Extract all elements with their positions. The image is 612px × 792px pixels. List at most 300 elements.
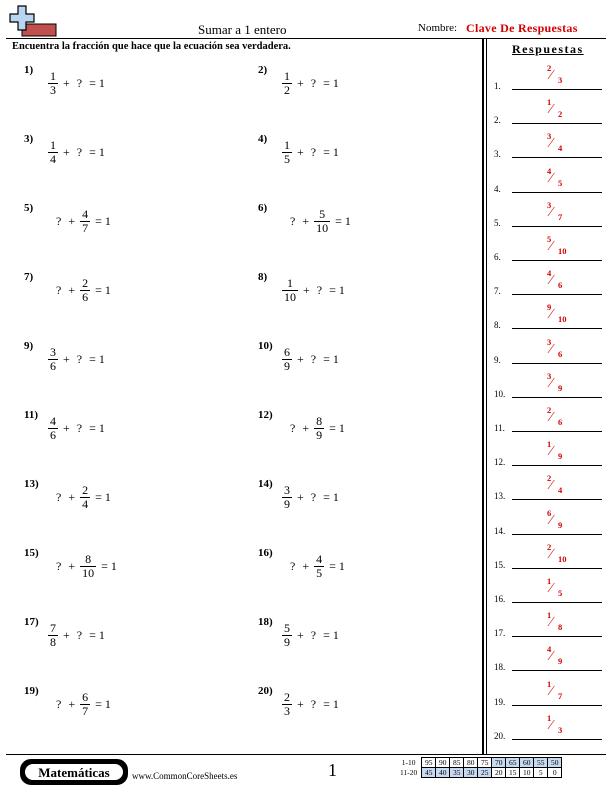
equation [52, 547, 120, 585]
score-cell: 80 [464, 758, 478, 768]
score-cell: 40 [436, 768, 450, 778]
plus-sign: + [63, 351, 70, 366]
equals-one: = 1 [89, 627, 105, 642]
answer-number: 7. [494, 286, 501, 297]
equation [46, 64, 108, 102]
answer-denominator: 4 [558, 143, 563, 154]
answer-number: 8. [494, 320, 501, 331]
plus-sign: + [297, 696, 304, 711]
score-cell: 85 [450, 758, 464, 768]
answer-numerator: 3 [547, 336, 552, 347]
answer-row [494, 405, 606, 435]
plus-sign: + [68, 489, 76, 504]
fraction-denominator: 8 [50, 634, 56, 649]
answer-numerator: 3 [547, 199, 552, 210]
answer-denominator: 3 [558, 75, 563, 85]
known-fraction [282, 484, 292, 511]
equals-one: = 1 [101, 558, 117, 573]
answer-line [512, 534, 602, 535]
fraction-numerator: 1 [50, 137, 56, 152]
fraction-denominator: 9 [284, 358, 290, 373]
problem [24, 133, 234, 173]
plus-sign: + [68, 696, 76, 711]
equals-one: = 1 [323, 75, 339, 90]
known-fraction [48, 346, 58, 373]
known-fraction [80, 553, 96, 580]
fraction-denominator: 5 [284, 151, 290, 166]
fraction-numerator: 6 [82, 689, 89, 704]
fraction-numerator: 1 [287, 275, 293, 290]
score-cell: 20 [492, 768, 506, 778]
problem-number: 19) [24, 685, 39, 697]
score-cell: 60 [520, 758, 534, 768]
known-fraction [48, 139, 58, 166]
equals-one: = 1 [89, 144, 105, 159]
unknown-placeholder: ? [310, 144, 317, 159]
unknown-placeholder: ? [76, 75, 83, 90]
answer-numerator: 1 [547, 439, 552, 450]
equals-one: = 1 [329, 420, 345, 435]
answer-number: 15. [494, 559, 506, 570]
answer-line [512, 499, 602, 500]
problem-number: 8) [258, 271, 268, 283]
answer-numerator: 3 [547, 370, 552, 381]
problem-number: 3) [24, 133, 34, 145]
answer-numerator: 1 [547, 678, 552, 689]
fraction-denominator: 9 [284, 634, 290, 649]
fraction-slash: ∕ [550, 204, 553, 220]
answer-denominator: 6 [558, 417, 563, 427]
equals-one: = 1 [95, 282, 111, 297]
answer-fraction [544, 199, 574, 225]
fraction-slash: ∕ [550, 512, 553, 528]
name-value: Clave De Respuestas [466, 21, 578, 35]
unknown-placeholder: ? [290, 213, 296, 228]
answer-fraction [544, 165, 574, 191]
answer-fraction [544, 96, 574, 122]
fraction-slash: ∕ [550, 170, 553, 186]
fraction-denominator: 10 [82, 565, 95, 580]
known-fraction [80, 277, 90, 304]
answer-number: 20. [494, 730, 506, 741]
fraction-numerator: 1 [50, 68, 56, 83]
known-fraction [282, 691, 292, 718]
answer-fraction [544, 301, 574, 327]
known-fraction [282, 346, 292, 373]
answer-numerator: 1 [547, 576, 552, 586]
unknown-placeholder: ? [316, 282, 323, 297]
answer-number: 6. [494, 252, 501, 262]
answer-numerator: 4 [547, 268, 552, 279]
equals-one: = 1 [323, 144, 339, 159]
score-row [398, 758, 562, 768]
problem-number: 1) [24, 64, 34, 76]
unknown-placeholder: ? [76, 351, 83, 366]
fraction-numerator: 1 [284, 68, 290, 83]
answer-number: 14. [494, 525, 506, 536]
answer-numerator: 1 [547, 610, 552, 621]
fraction-slash: ∕ [550, 546, 553, 562]
answers-title: Respuestas [512, 42, 584, 56]
answer-fraction [544, 62, 574, 88]
problem [258, 271, 468, 311]
unknown-placeholder: ? [56, 489, 62, 504]
answer-denominator: 5 [558, 588, 563, 598]
problem [258, 547, 468, 587]
plus-sign: + [63, 627, 70, 642]
answer-column-divider [482, 38, 484, 754]
brand-badge [20, 759, 128, 785]
problem [258, 340, 468, 380]
answer-row [494, 131, 606, 161]
problem-number: 16) [258, 547, 273, 559]
score-row [398, 768, 562, 778]
fraction-numerator: 6 [284, 344, 290, 359]
answer-row [494, 97, 606, 127]
score-cell: 0 [548, 768, 562, 778]
problem [258, 64, 468, 104]
fraction-slash: ∕ [550, 683, 553, 699]
fraction-slash: ∕ [550, 136, 553, 152]
answer-number: 5. [494, 217, 501, 228]
answer-denominator: 4 [558, 485, 563, 496]
problem-number: 18) [258, 616, 273, 628]
score-cell: 75 [478, 758, 492, 768]
answer-line [512, 260, 602, 261]
score-cell: 70 [492, 758, 506, 768]
fraction-numerator: 2 [82, 482, 89, 497]
problem [258, 133, 468, 173]
fraction-slash: ∕ [550, 410, 553, 425]
answer-line [512, 705, 602, 706]
plus-sign: + [302, 558, 310, 573]
answer-denominator: 6 [558, 280, 563, 291]
fraction-numerator: 4 [316, 551, 323, 566]
fraction-slash: ∕ [550, 239, 553, 254]
score-cell: 45 [422, 768, 436, 778]
answer-number: 13. [494, 491, 506, 502]
fraction-slash: ∕ [550, 273, 553, 289]
answer-denominator: 8 [558, 622, 563, 633]
equals-one: = 1 [95, 489, 111, 504]
answer-line [512, 226, 602, 227]
answer-denominator: 3 [558, 724, 563, 735]
plus-sign: + [63, 420, 70, 435]
answer-line [512, 363, 602, 364]
fraction-denominator: 4 [50, 151, 56, 166]
problem [258, 409, 468, 449]
problem-number: 4) [258, 133, 268, 145]
equals-one: = 1 [89, 351, 105, 366]
answer-row [494, 610, 606, 640]
equals-one: = 1 [329, 282, 345, 297]
answer-column-divider-inner [486, 38, 487, 754]
problem [258, 685, 468, 725]
answer-denominator: 5 [558, 177, 563, 188]
known-fraction [282, 70, 292, 97]
fraction-slash: ∕ [550, 581, 553, 596]
answer-number: 2. [494, 115, 501, 126]
known-fraction [314, 415, 324, 442]
answer-line [512, 294, 602, 295]
equation [46, 409, 108, 447]
fraction-slash: ∕ [550, 307, 553, 323]
equation [52, 202, 114, 240]
equation [280, 340, 342, 378]
answer-row [494, 679, 606, 709]
answer-denominator: 10 [558, 553, 567, 564]
equation [286, 547, 348, 585]
equation [52, 478, 114, 516]
answer-line [512, 636, 602, 637]
unknown-placeholder: ? [76, 627, 83, 642]
answer-denominator: 9 [558, 656, 563, 667]
answer-denominator: 9 [558, 451, 563, 462]
fraction-slash: ∕ [550, 102, 553, 118]
problem [24, 478, 234, 518]
answer-fraction [544, 678, 574, 704]
equation [280, 478, 342, 516]
problem-number: 11) [24, 409, 39, 421]
fraction-numerator: 5 [284, 620, 290, 635]
unknown-placeholder: ? [56, 696, 62, 711]
page-number: 1 [328, 760, 337, 780]
answer-denominator: 2 [558, 109, 563, 120]
unknown-placeholder: ? [310, 489, 317, 504]
answer-numerator: 1 [547, 97, 552, 108]
equation [52, 685, 114, 723]
plus-sign: + [63, 75, 70, 90]
unknown-placeholder: ? [56, 558, 62, 573]
answer-row [494, 439, 606, 469]
equation [280, 616, 342, 654]
footer-rule [6, 754, 606, 755]
fraction-denominator: 10 [284, 289, 296, 304]
worksheet-title: Sumar a 1 entero [198, 22, 287, 37]
known-fraction [48, 415, 58, 442]
plus-sign: + [68, 558, 76, 573]
answer-number: 1. [494, 81, 501, 91]
answer-row [494, 473, 606, 503]
equals-one: = 1 [89, 75, 105, 90]
plus-logo-icon [8, 4, 58, 38]
problem [24, 685, 234, 725]
answer-row [494, 644, 606, 674]
fraction-denominator: 3 [50, 82, 56, 97]
answer-denominator: 7 [558, 211, 563, 222]
problem [258, 202, 468, 242]
problem [24, 616, 234, 656]
score-range-label: 1-10 [401, 758, 416, 767]
answer-row [494, 713, 606, 743]
score-cell: 35 [450, 768, 464, 778]
fraction-numerator: 4 [82, 206, 89, 221]
answer-line [512, 192, 602, 193]
answer-row [494, 63, 606, 93]
problem [24, 340, 234, 380]
fraction-denominator: 6 [50, 358, 56, 373]
plus-sign: + [297, 489, 304, 504]
answer-fraction [544, 404, 574, 430]
answer-numerator: 2 [547, 63, 552, 73]
answer-row [494, 200, 606, 230]
score-range-label: 11-20 [400, 768, 418, 777]
answer-line [512, 602, 602, 603]
answer-row [494, 166, 606, 196]
plus-sign: + [63, 144, 70, 159]
fraction-numerator: 2 [284, 689, 290, 704]
fraction-slash: ∕ [550, 341, 553, 357]
known-fraction [80, 691, 90, 718]
plus-sign: + [68, 282, 76, 297]
plus-sign: + [302, 420, 310, 435]
answer-line [512, 89, 602, 90]
fraction-denominator: 7 [82, 220, 89, 235]
score-cell: 30 [464, 768, 478, 778]
score-table [398, 757, 562, 778]
unknown-placeholder: ? [290, 558, 296, 573]
answer-line [512, 465, 602, 466]
problem-number: 14) [258, 478, 273, 490]
known-fraction [48, 70, 58, 97]
known-fraction [48, 622, 58, 649]
unknown-placeholder: ? [310, 75, 317, 90]
answer-number: 17. [494, 628, 506, 639]
answer-row [494, 234, 606, 264]
answer-line [512, 328, 602, 329]
score-cell: 95 [422, 758, 436, 768]
equation [52, 271, 114, 309]
plus-sign: + [297, 627, 304, 642]
fraction-denominator: 4 [82, 496, 89, 511]
fraction-numerator: 4 [50, 413, 56, 428]
fraction-denominator: 9 [316, 427, 323, 442]
header-rule [6, 38, 606, 39]
fraction-denominator: 7 [82, 703, 89, 718]
equation [280, 64, 342, 102]
problem-number: 5) [24, 202, 34, 214]
answer-denominator: 6 [558, 348, 563, 359]
equals-one: = 1 [95, 696, 111, 711]
equation [46, 133, 108, 171]
unknown-placeholder: ? [310, 696, 317, 711]
known-fraction [314, 553, 324, 580]
fraction-numerator: 3 [50, 344, 56, 359]
answer-number: 3. [494, 149, 501, 160]
answer-line [512, 431, 602, 432]
plus-sign: + [297, 75, 304, 90]
answer-fraction [544, 575, 574, 601]
answer-row [494, 337, 606, 367]
problem-number: 17) [24, 616, 39, 628]
fraction-slash: ∕ [550, 717, 553, 733]
answer-fraction [544, 609, 574, 635]
brand-label: Matemáticas [24, 763, 124, 781]
answer-number: 9. [494, 354, 501, 365]
fraction-slash: ∕ [550, 444, 553, 460]
answer-fraction [544, 541, 574, 567]
plus-sign: + [297, 144, 304, 159]
known-fraction [314, 208, 330, 235]
answer-fraction [544, 472, 574, 498]
answer-line [512, 670, 602, 671]
answer-numerator: 2 [547, 405, 552, 415]
answer-number: 18. [494, 662, 506, 673]
answer-fraction [544, 267, 574, 293]
problem-number: 13) [24, 478, 39, 490]
problem [258, 478, 468, 518]
answer-denominator: 10 [558, 246, 567, 256]
fraction-numerator: 8 [85, 551, 92, 566]
answer-denominator: 7 [558, 690, 563, 701]
answer-numerator: 3 [547, 131, 552, 142]
equation [286, 202, 354, 240]
problem [24, 64, 234, 104]
fraction-denominator: 5 [316, 565, 323, 580]
equation [280, 133, 342, 171]
website-link[interactable]: www.CommonCoreSheets.es [132, 771, 238, 781]
fraction-slash: ∕ [550, 615, 553, 631]
problem-number: 10) [258, 340, 273, 352]
answer-number: 4. [494, 183, 501, 194]
problem [24, 547, 234, 587]
fraction-numerator: 5 [319, 206, 326, 221]
answer-row [494, 302, 606, 332]
answer-row [494, 576, 606, 606]
problem [258, 616, 468, 656]
score-cell: 50 [548, 758, 562, 768]
fraction-slash: ∕ [550, 375, 553, 391]
unknown-placeholder: ? [310, 627, 317, 642]
fraction-denominator: 9 [284, 496, 290, 511]
problem [24, 409, 234, 449]
score-cell: 10 [520, 768, 534, 778]
known-fraction [282, 139, 292, 166]
answer-line [512, 568, 602, 569]
answer-fraction [544, 130, 574, 156]
answer-denominator: 9 [558, 519, 563, 530]
fraction-numerator: 7 [50, 620, 56, 635]
fraction-numerator: 2 [82, 275, 89, 290]
problem [24, 202, 234, 242]
answer-numerator: 2 [547, 473, 552, 484]
answer-row [494, 268, 606, 298]
fraction-denominator: 10 [316, 220, 329, 235]
answer-numerator: 6 [547, 507, 552, 518]
problem [24, 271, 234, 311]
equals-one: = 1 [323, 351, 339, 366]
answer-numerator: 5 [547, 234, 552, 244]
plus-sign: + [297, 351, 304, 366]
answer-number: 10. [494, 388, 506, 399]
answer-numerator: 4 [547, 644, 552, 655]
equation [46, 340, 108, 378]
answer-numerator: 9 [547, 302, 552, 313]
equation [280, 271, 348, 309]
known-fraction [282, 622, 292, 649]
problem-number: 20) [258, 685, 273, 697]
answer-number: 16. [494, 594, 506, 604]
answer-line [512, 123, 602, 124]
fraction-denominator: 6 [82, 289, 89, 304]
plus-sign: + [302, 213, 310, 228]
answer-fraction [544, 336, 574, 362]
equals-one: = 1 [95, 213, 111, 228]
answer-row [494, 542, 606, 572]
score-cell: 65 [506, 758, 520, 768]
score-cell: 15 [506, 768, 520, 778]
answer-denominator: 10 [558, 314, 567, 325]
